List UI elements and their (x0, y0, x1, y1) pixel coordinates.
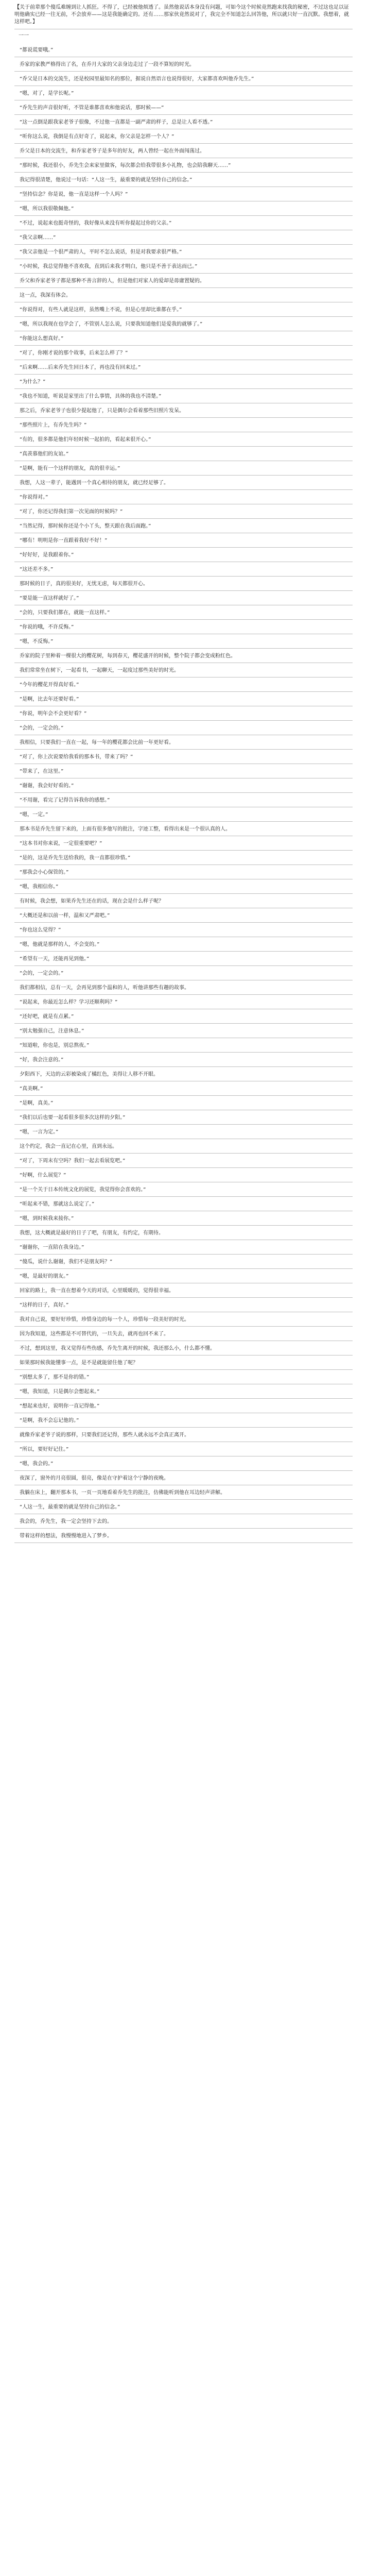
story-paragraph: “嗯，到时候我来接你。” (14, 1211, 353, 1226)
story-paragraph: “这本书对你来说，一定很重要吧？” (14, 836, 353, 851)
story-paragraph: “傻瓜，说什么谢谢，我们不是朋友吗？” (14, 1255, 353, 1269)
story-paragraph: “知道啦，你也是，别总熬夜。” (14, 1038, 353, 1053)
story-paragraph: “还好吧，就是有点累。” (14, 1009, 353, 1024)
story-paragraph: 夕阳西下，天边的云彩被染成了橘红色，美得让人移不开眼。 (14, 1067, 353, 1081)
story-paragraph: 我记得很清楚，他说过一句话：“人这一生，最重要的就是坚持自己的信念。” (14, 173, 353, 187)
story-paragraph: 夜深了，窗外的月亮很圆，很亮，像是在守护着这个宁静的夜晚。 (14, 1471, 353, 1485)
story-paragraph: “嗯，一言为定。” (14, 1125, 353, 1139)
story-paragraph: “说起来，你最近怎么样？学习还顺利吗？” (14, 995, 353, 1009)
story-paragraph: 就像乔家老爷子说的那样，只要我们还记得，那些人就永远不会真正离开。 (14, 1428, 353, 1442)
story-paragraph: “那时候，我还很小，乔先生会来家里做客，每次都会给我带很多小礼物，也会陪我聊天……” (14, 158, 353, 173)
story-paragraph: “当然记得，那时候你还是个小丫头，整天跟在我后面跑。” (14, 519, 353, 533)
story-paragraph: “好好好，是我跟着你。” (14, 548, 353, 562)
story-paragraph: “你能这么想真好。” (14, 331, 353, 346)
story-paragraph: 带着这样的想法，我慢慢地进入了梦乡。 (14, 1529, 353, 1543)
story-paragraph: 那本书是乔先生留下来的，上面有很多他写的批注，字迹工整，看得出来是一个很认真的人。 (14, 822, 353, 836)
story-paragraph: 那之后，乔家老爷子也很少提起他了，只是偶尔会看着那些旧照片发呆。 (14, 403, 353, 418)
story-paragraph: “对了，你刚才说的那个故事，后来怎么样了？” (14, 346, 353, 360)
story-paragraph: “嗯，是最好的朋友。” (14, 1269, 353, 1283)
story-paragraph: “真羡慕他们的友谊。” (14, 447, 353, 461)
story-paragraph: “嗯，我相信你。” (14, 879, 353, 894)
story-paragraph: 乔父和乔家老爷子都是那种不善言辞的人，但是他们对家人的爱却是毋庸置疑的。 (14, 274, 353, 288)
story-paragraph: 我们常常坐在树下，一起看书，一起聊天，一起度过那些美好的时光。 (14, 663, 353, 677)
story-paragraph: 因为我知道，这些都是不可替代的，一旦失去，就再也回不来了。 (14, 1327, 353, 1341)
story-paragraph: “小时候，我总觉得他不喜欢我，直到后来我才明白，他只是不善于表达而已。” (14, 259, 353, 274)
story-body (14, 43, 353, 1543)
story-paragraph: “会的，只要我们都在，就能一直这样。” (14, 605, 353, 620)
story-paragraph: “希望有一天，还能再见到他。” (14, 952, 353, 966)
story-paragraph: “嗯，我会的。” (14, 1456, 353, 1471)
story-paragraph: “不用谢，看完了记得告诉我你的感想。” (14, 793, 353, 807)
story-paragraph: “你也这么觉得？” (14, 923, 353, 937)
story-paragraph: “好，我会注意的。” (14, 1053, 353, 1067)
story-paragraph: “嗯，一定。” (14, 807, 353, 822)
story-paragraph: “哪有！明明是你一直跟着我好不好！” (14, 533, 353, 548)
story-paragraph: “今年的樱花开得真好看。” (14, 677, 353, 692)
story-paragraph: “嗯，我知道，只是偶尔会想起来。” (14, 1384, 353, 1399)
story-paragraph: “是啊，真美。” (14, 1096, 353, 1110)
story-paragraph: “带来了，在这里。” (14, 764, 353, 778)
story-paragraph: “这一点倒是跟我家老爷子很像，不过他一直都是一副严肃的样子，总是让人看不透。” (14, 115, 353, 129)
story-paragraph: “是啊，比去年还要好看。” (14, 692, 353, 706)
story-paragraph: “都说谎要哦。” (14, 43, 353, 57)
story-paragraph: 这个约定，我会一直记在心里，直到永远。 (14, 1139, 353, 1154)
story-paragraph: “坚持信念？你是说，他一直是这样一个人吗？” (14, 187, 353, 201)
story-paragraph: “对了，下周末有空吗？我们一起去看展览吧。” (14, 1154, 353, 1168)
story-paragraph: 如果那时候我能懂事一点，是不是就能留住他了呢？ (14, 1355, 353, 1370)
story-paragraph: 我想，人这一辈子，能遇到一个真心相待的朋友，就已经足够了。 (14, 476, 353, 490)
story-paragraph: “想起来也好，说明你一直记得他。” (14, 1399, 353, 1413)
story-paragraph: “所以，要好好记住。” (14, 1442, 353, 1456)
intro-note (14, 4, 353, 29)
story-paragraph: “会的，一定会的。” (14, 966, 353, 980)
story-paragraph: “那些照片上，有乔先生吗？” (14, 418, 353, 432)
story-paragraph: “谢谢你，一直陪在我身边。” (14, 1240, 353, 1255)
section-divider: 一一 (19, 33, 29, 39)
story-paragraph: 有时候，我会想，如果乔先生还在的话，现在会是什么样子呢？ (14, 894, 353, 908)
story-paragraph: “你说得对，有些人就是这样，虽然嘴上不说，但是心里却比谁都在乎。” (14, 302, 353, 317)
story-paragraph: “这样的日子，真好。” (14, 1298, 353, 1312)
story-paragraph: 那时候的日子，真的很美好，无忧无虑，每天都很开心。 (14, 577, 353, 591)
story-paragraph: 乔家的家教严格得出了名，在乔月大家的父亲身边走过了一段不算短的时光。 (14, 57, 353, 72)
story-paragraph: “嗯，不反悔。” (14, 634, 353, 649)
story-paragraph: 乔家的院子里种着一棵很大的樱花树，每到春天，樱花盛开的时候，整个院子都会变成粉红色。 (14, 649, 353, 663)
story-paragraph: 回家的路上，我一直在想着今天的对话，心里暖暖的，觉得很幸福。 (14, 1283, 353, 1298)
story-paragraph: “会的，一定会的。” (14, 721, 353, 735)
story-paragraph: “真美啊。” (14, 1081, 353, 1096)
story-paragraph: “要是能一直这样就好了。” (14, 591, 353, 605)
story-paragraph: “后来啊……后来乔先生回日本了，再也没有回来过。” (14, 360, 353, 375)
story-paragraph: “嗯，他就是那样的人，不会变的。” (14, 937, 353, 952)
story-paragraph: 我躺在床上，翻开那本书，一页一页地看着乔先生的批注，仿佛能听到他在耳边轻声讲解。 (14, 1485, 353, 1500)
story-paragraph: “嗯，对了，是学长呢。” (14, 86, 353, 100)
story-paragraph: “是啊，能有一个这样的朋友，真的很幸运。” (14, 461, 353, 476)
story-paragraph: 我会的，乔先生，我一定会坚持下去的。 (14, 1514, 353, 1529)
story-paragraph: “嗯，所以我现在也学会了，不管别人怎么说，只要我知道他们是爱我的就够了。” (14, 317, 353, 331)
story-paragraph: “是啊，我不会忘记他的。” (14, 1413, 353, 1428)
story-paragraph: “别想太多了，那不是你的错。” (14, 1370, 353, 1384)
story-paragraph: 这一点，我深有体会。 (14, 288, 353, 302)
story-paragraph: “听起来不错，那就这么说定了。” (14, 1197, 353, 1211)
story-paragraph: 我相信，只要我们一直在一起，每一年的樱花都会比前一年更好看。 (14, 735, 353, 750)
story-paragraph: “别太勉强自己，注意休息。” (14, 1024, 353, 1038)
story-paragraph: “听你这么说，我倒是有点好奇了，说起来，你父亲是怎样一个人？” (14, 129, 353, 144)
story-paragraph: “那我会小心保管的。” (14, 865, 353, 879)
story-paragraph: “你说的哦，不许反悔。” (14, 620, 353, 634)
story-paragraph: “人这一生，最重要的就是坚持自己的信念。” (14, 1500, 353, 1514)
intro-text: 关于前辈那个傻瓜难缠到让人抓狂。不得了，已经被他烦透了。虽然他说话本身没有问题，可如今这个时候竟然跑来找我的秘密，不过这也足以证明他确实已经一往无前，不会放弃——这是我能确定的。还有……那家伙竟然说对了，我完全不知道怎么回答他，所以就只好一直沉默。我想着，就这样吧。】 (14, 5, 349, 25)
story-paragraph: “我父亲他是一个很严肃的人，平时不怎么说话，但是对我要求很严格。” (14, 245, 353, 259)
story-paragraph: “我们以后也要一起看很多很多次这样的夕阳。” (14, 1110, 353, 1125)
story-paragraph: “我也不知道，听说是家里出了什么事情，具体的我也不清楚。” (14, 389, 353, 403)
story-paragraph: “乔父是日本的交流生，还是校园里最知名的那位，据说自然语言也说得很好，大家都喜欢叫他乔先生。” (14, 72, 353, 86)
story-paragraph: “大概还是和以前一样，温和又严肃吧。” (14, 908, 353, 923)
story-paragraph: “乔先生的声音很好听，不管是谁都喜欢和他说话，那时候——” (14, 100, 353, 115)
story-paragraph: “我父亲啊……” (14, 230, 353, 245)
story-paragraph: 不过，想到这里，我又觉得有些伤感，乔先生离开的时候，我还那么小，什么都不懂。 (14, 1341, 353, 1355)
story-paragraph: “不过，说起来也挺奇怪的，我好像从来没有听你提起过你的父亲。” (14, 216, 353, 230)
story-paragraph: “是一个关于日本传统文化的展览，我觉得你会喜欢的。” (14, 1182, 353, 1197)
story-paragraph: “为什么？” (14, 375, 353, 389)
story-paragraph: “这还差不多。” (14, 562, 353, 577)
story-paragraph: 我对自己说，要好好珍惜，珍惜身边的每一个人，珍惜每一段美好的时光。 (14, 1312, 353, 1327)
story-paragraph: “你说得对。” (14, 490, 353, 504)
story-paragraph: 我们都相信，总有一天，会再见到那个温和的人，听他讲那些有趣的故事。 (14, 980, 353, 995)
story-paragraph: “有的，很多都是他们年轻时候一起拍的，看起来很开心。” (14, 432, 353, 447)
story-paragraph: “好啊，什么展览？” (14, 1168, 353, 1182)
story-paragraph: “是的，这是乔先生送给我的，我一直都很珍惜。” (14, 851, 353, 865)
intro-bracket: 【 (14, 5, 20, 10)
story-paragraph: 我想，这大概就是最好的日子了吧，有朋友，有约定，有期待。 (14, 1226, 353, 1240)
story-paragraph: 乔父是日本的交流生，和乔家老爷子是多年的好友，两人曾经一起在外面闯荡过。 (14, 144, 353, 158)
page-footer-space (14, 1543, 353, 1549)
story-paragraph: “对了，你还记得我们第一次见面的时候吗？” (14, 504, 353, 519)
story-paragraph: “你说，明年会不会更好看？” (14, 706, 353, 721)
story-paragraph: “谢谢，我会好好看的。” (14, 778, 353, 793)
story-paragraph: “嗯，所以我很敬佩他。” (14, 201, 353, 216)
story-paragraph: “对了，你上次说要给我看的那本书，带来了吗？” (14, 750, 353, 764)
